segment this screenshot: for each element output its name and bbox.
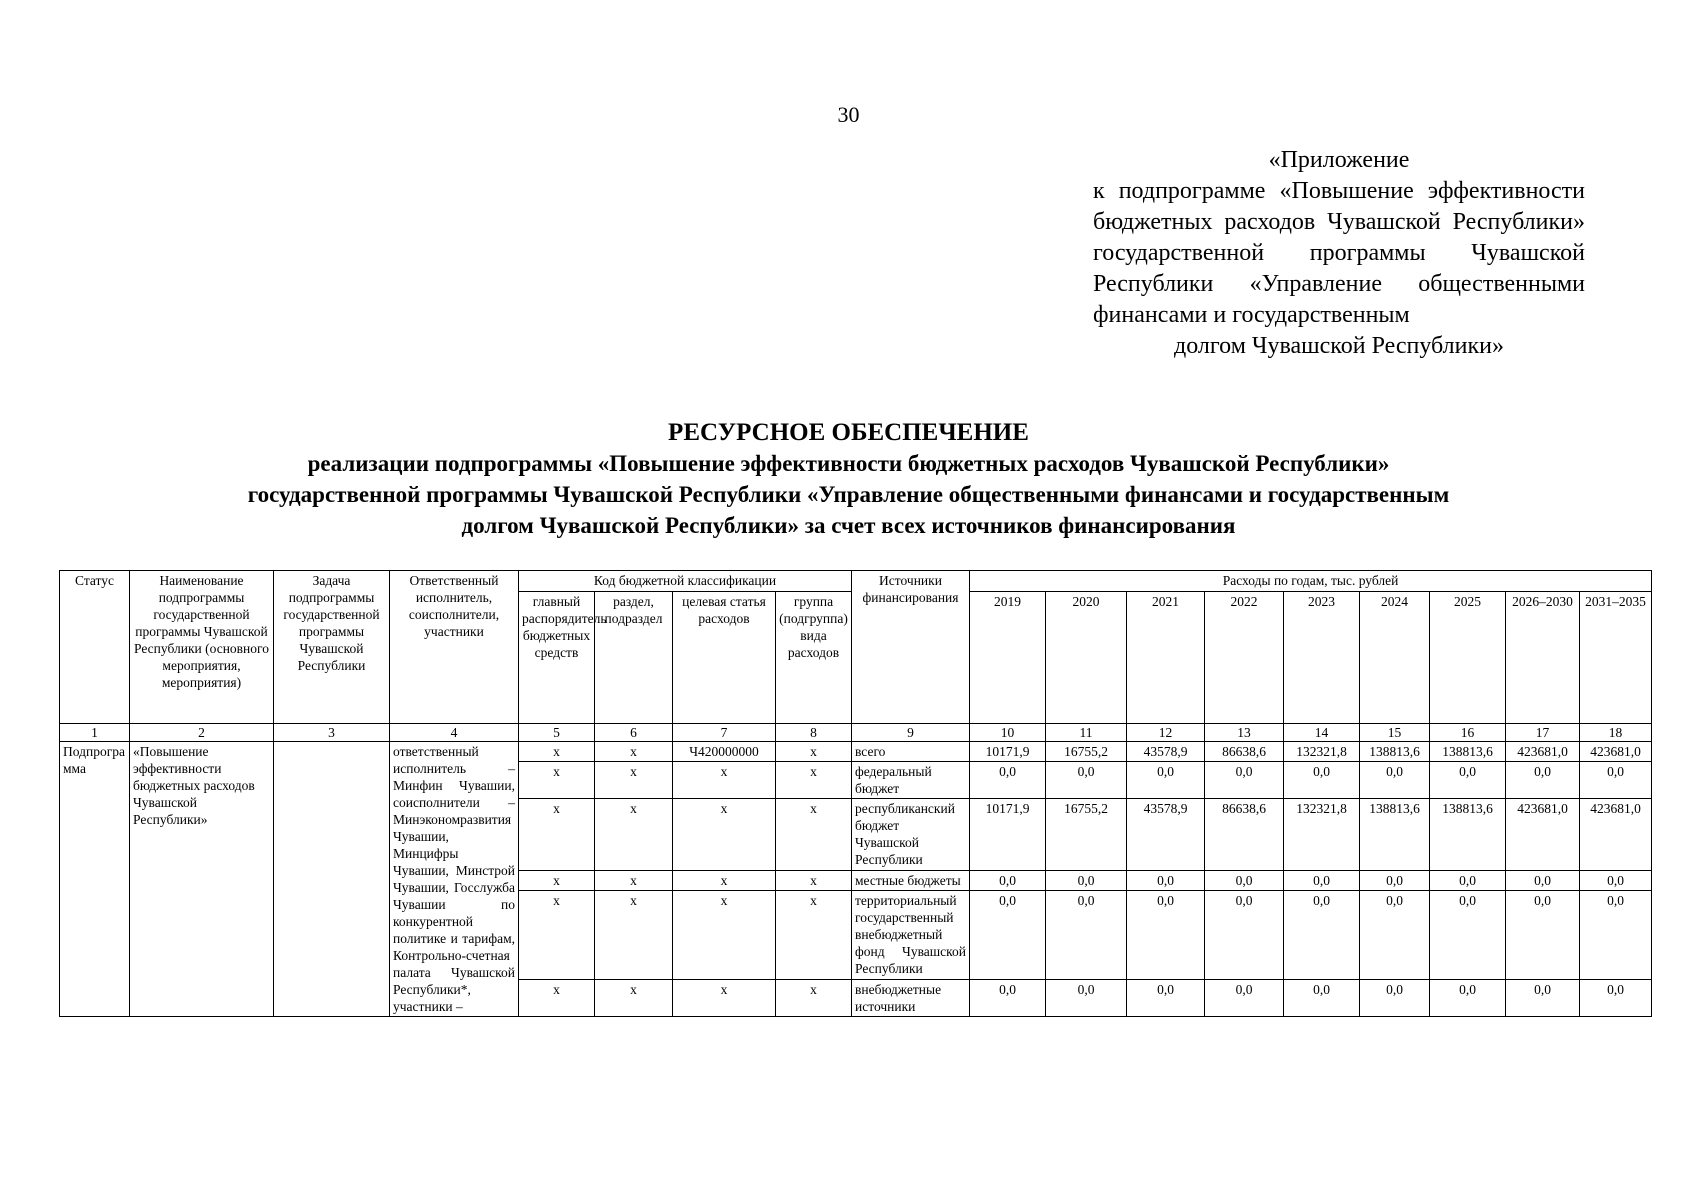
column-number: 2 [130, 724, 274, 742]
column-number: 6 [595, 724, 673, 742]
group-code: x [776, 891, 852, 980]
target-article-code: x [673, 979, 776, 1016]
column-number: 17 [1506, 724, 1580, 742]
value-cell: 0,0 [970, 979, 1046, 1016]
value-cell: 423681,0 [1580, 742, 1652, 762]
value-cell: 10171,9 [970, 742, 1046, 762]
header-year: 2026–2030 [1506, 592, 1580, 724]
appendix-last-line: долгом Чувашской Республики» [1174, 333, 1504, 359]
section-code: x [595, 742, 673, 762]
value-cell: 0,0 [1205, 979, 1284, 1016]
column-number: 13 [1205, 724, 1284, 742]
value-cell: 0,0 [970, 762, 1046, 799]
value-cell: 0,0 [1360, 891, 1430, 980]
column-number: 15 [1360, 724, 1430, 742]
value-cell: 0,0 [1046, 870, 1127, 890]
target-article-code: x [673, 870, 776, 890]
value-cell: 423681,0 [1506, 742, 1580, 762]
value-cell: 43578,9 [1127, 742, 1205, 762]
value-cell: 0,0 [1046, 979, 1127, 1016]
name-cell: «Повышение эффективности бюджетных расходов Чувашской Республики» [130, 742, 274, 1017]
chief-manager-code: x [519, 891, 595, 980]
page-number: 30 [837, 102, 860, 127]
value-cell: 423681,0 [1580, 799, 1652, 871]
table-row [60, 742, 1652, 762]
value-cell: 0,0 [1580, 979, 1652, 1016]
value-cell: 138813,6 [1430, 742, 1506, 762]
value-cell: 0,0 [1430, 891, 1506, 980]
value-cell: 0,0 [1360, 979, 1430, 1016]
value-cell: 138813,6 [1360, 799, 1430, 871]
section-code: x [595, 762, 673, 799]
header-expenses: Расходы по годам, тыс. рублей [970, 571, 1652, 592]
column-number: 10 [970, 724, 1046, 742]
header-responsible: Ответственный исполнитель, соисполнители, участники [390, 571, 519, 724]
value-cell: 0,0 [970, 891, 1046, 980]
source-cell: внебюджетные источники [852, 979, 970, 1016]
header-status: Статус [60, 571, 130, 724]
task-cell [274, 742, 390, 1017]
value-cell: 0,0 [1205, 870, 1284, 890]
value-cell: 0,0 [1430, 762, 1506, 799]
value-cell: 0,0 [1580, 762, 1652, 799]
title-line-1: реализации подпрограммы «Повышение эффективности бюджетных расходов Чувашской Республики» [307, 451, 1390, 476]
header-section: раздел, подраздел [595, 592, 673, 724]
group-code: x [776, 762, 852, 799]
source-cell: территориальный государственный внебюджетный фонд Чувашской Республики [852, 891, 970, 980]
header-sources: Источники финансирования [852, 571, 970, 724]
status-cell: Подпрограмма [60, 742, 130, 1017]
value-cell: 86638,6 [1205, 799, 1284, 871]
source-cell: республиканский бюджет Чувашской Республики [852, 799, 970, 871]
source-cell: всего [852, 742, 970, 762]
appendix-note [1093, 145, 1585, 362]
value-cell: 16755,2 [1046, 742, 1127, 762]
value-cell: 0,0 [1580, 891, 1652, 980]
chief-manager-code: x [519, 762, 595, 799]
value-cell: 0,0 [1360, 762, 1430, 799]
column-number: 8 [776, 724, 852, 742]
group-code: x [776, 742, 852, 762]
title-line-3: долгом Чувашской Республики» за счет всех источников финансирования [461, 513, 1236, 538]
value-cell: 0,0 [1506, 979, 1580, 1016]
column-number: 1 [60, 724, 130, 742]
value-cell: 0,0 [1205, 762, 1284, 799]
column-number: 12 [1127, 724, 1205, 742]
header-year: 2020 [1046, 592, 1127, 724]
value-cell: 0,0 [1360, 870, 1430, 890]
column-number: 11 [1046, 724, 1127, 742]
chief-manager-code: x [519, 742, 595, 762]
column-number: 3 [274, 724, 390, 742]
header-year: 2024 [1360, 592, 1430, 724]
header-year: 2031–2035 [1580, 592, 1652, 724]
value-cell: 0,0 [1046, 762, 1127, 799]
column-number: 7 [673, 724, 776, 742]
column-number: 14 [1284, 724, 1360, 742]
value-cell: 0,0 [1430, 979, 1506, 1016]
target-article-code: x [673, 799, 776, 871]
value-cell: 16755,2 [1046, 799, 1127, 871]
column-number: 18 [1580, 724, 1652, 742]
source-cell: федеральный бюджет [852, 762, 970, 799]
column-number: 9 [852, 724, 970, 742]
header-year: 2025 [1430, 592, 1506, 724]
title-line-2: государственной программы Чувашской Республики «Управление общественными финансами и государственным [247, 482, 1450, 507]
value-cell: 132321,8 [1284, 742, 1360, 762]
value-cell: 138813,6 [1430, 799, 1506, 871]
appendix-body: к подпрограмме «Повышение эффективности бюджетных расходов Чувашской Республики» государственной программы Чувашской Республики «Управление общественными финансами и государственным [1093, 178, 1585, 328]
source-cell: местные бюджеты [852, 870, 970, 890]
value-cell: 0,0 [1127, 891, 1205, 980]
value-cell: 0,0 [1046, 891, 1127, 980]
resource-table [59, 570, 1652, 1017]
value-cell: 0,0 [1284, 979, 1360, 1016]
value-cell: 43578,9 [1127, 799, 1205, 871]
header-year: 2022 [1205, 592, 1284, 724]
value-cell: 423681,0 [1506, 799, 1580, 871]
header-year: 2023 [1284, 592, 1360, 724]
group-code: x [776, 870, 852, 890]
group-code: x [776, 979, 852, 1016]
value-cell: 0,0 [1506, 891, 1580, 980]
value-cell: 0,0 [1580, 870, 1652, 890]
section-code: x [595, 891, 673, 980]
chief-manager-code: x [519, 870, 595, 890]
header-budget-code: Код бюджетной классификации [519, 571, 852, 592]
value-cell: 0,0 [1284, 762, 1360, 799]
value-cell: 0,0 [970, 870, 1046, 890]
column-number: 4 [390, 724, 519, 742]
value-cell: 0,0 [1284, 891, 1360, 980]
header-group: группа (подгруппа) вида расходов [776, 592, 852, 724]
column-number: 16 [1430, 724, 1506, 742]
value-cell: 0,0 [1205, 891, 1284, 980]
value-cell: 0,0 [1506, 870, 1580, 890]
target-article-code: Ч420000000 [673, 742, 776, 762]
header-name: Наименование подпрограммы государственной программы Чувашской Республики (основного мероприятия, мероприятия) [130, 571, 274, 724]
header-year: 2019 [970, 592, 1046, 724]
section-code: x [595, 799, 673, 871]
value-cell: 0,0 [1127, 762, 1205, 799]
target-article-code: x [673, 891, 776, 980]
header-chief-manager: главный распорядитель бюджетных средств [519, 592, 595, 724]
value-cell: 0,0 [1506, 762, 1580, 799]
responsible-cell: ответственный исполнитель – Минфин Чувашии, соисполнители – Минэкономразвития Чувашии, Минцифры Чувашии, Минстрой Чувашии, Госслужба Чувашии по конкурентной политике и тарифам, Контрольно-счетная палата Чувашской Республики*, участники – [390, 742, 519, 1017]
header-year: 2021 [1127, 592, 1205, 724]
section-code: x [595, 870, 673, 890]
group-code: x [776, 799, 852, 871]
chief-manager-code: x [519, 799, 595, 871]
appendix-first-line: «Приложение [1268, 147, 1410, 173]
column-number-row [60, 724, 1652, 742]
target-article-code: x [673, 762, 776, 799]
header-target-article: целевая статья расходов [673, 592, 776, 724]
value-cell: 86638,6 [1205, 742, 1284, 762]
document-title [0, 418, 1697, 541]
value-cell: 10171,9 [970, 799, 1046, 871]
value-cell: 138813,6 [1360, 742, 1430, 762]
value-cell: 0,0 [1430, 870, 1506, 890]
header-task: Задача подпрограммы государственной программы Чувашской Республики [274, 571, 390, 724]
column-number: 5 [519, 724, 595, 742]
value-cell: 0,0 [1127, 979, 1205, 1016]
value-cell: 0,0 [1284, 870, 1360, 890]
section-code: x [595, 979, 673, 1016]
title-main: РЕСУРСНОЕ ОБЕСПЕЧЕНИЕ [668, 419, 1029, 446]
value-cell: 0,0 [1127, 870, 1205, 890]
chief-manager-code: x [519, 979, 595, 1016]
value-cell: 132321,8 [1284, 799, 1360, 871]
